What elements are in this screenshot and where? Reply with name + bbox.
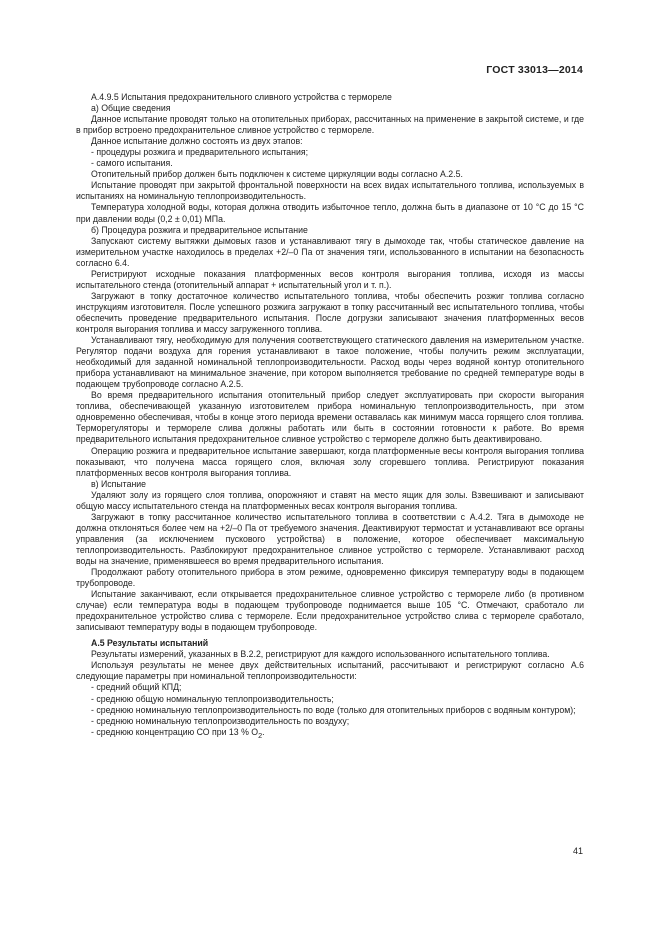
list-item-text: - среднюю концентрацию СО при 13 % О <box>91 726 259 737</box>
list-item: - самого испытания. <box>91 158 173 169</box>
subsection-general: а) Общие сведения <box>91 103 171 114</box>
paragraph: Регистрируют исходные показания платформенных весов контроля выгорания топлива, исходя из массы испытательного стенда (отопительный аппарат + испытательный угол и т. п.). <box>76 268 584 290</box>
paragraph: Загружают в топку рассчитанное количество испытательного топлива в соответствии с А.4.2. Тяга в дымоходе не должна отклоняться более чем на +2/–0 Па от требуемого значения. Деактивируют термостат и устанавливают все органы управления (за исключением пускового устройства) в положение, которое обеспечивает максимальную теплопроизводительность. Разблокируют предохранительное сливное устройство с термореле. Устанавливают расход воды на значение, применявшееся во время предварительного испытания. <box>76 511 584 566</box>
page-number: 41 <box>572 846 583 856</box>
paragraph: Данное испытание должно состоять из двух этапов: <box>91 136 303 147</box>
list-item <box>76 727 584 741</box>
paragraph: Запускают систему вытяжки дымовых газов и устанавливают тягу в дымоходе так, чтобы статическое давление на измерительном участке находилось в пределах +2/–0 Па от значения тяги, использованного в испытании на безопасность согласно 6.4. <box>76 235 584 268</box>
paragraph: Во время предварительного испытания отопительный прибор следует эксплуатировать при скорости выгорания топлива, обеспечивающей указанную изготовителем прибора номинальную теплопроизводительность, при этом одновременно обеспечивая, чтобы в конце этого периода времени оставалась как минимум масса горящего слоя топлива. Терморегуляторы и термореле слива должны работать или быть в состоянии готовности к работе. Во время предварительного испытания предохранительное сливное устройство с термореле должно быть деактивировано. <box>76 390 584 445</box>
section-heading-a5: А.5 Результаты испытаний <box>91 638 209 649</box>
page-content <box>76 92 584 740</box>
paragraph: Испытание проводят при закрытой фронтальной поверхности на всех видах испытательного топлива, используемых в испытаниях на номинальную теплопроизводительность. <box>76 180 584 202</box>
paragraph: Испытание заканчивают, если открывается предохранительное сливное устройство с термореле либо (в противном случае) если температура воды в подающем трубопроводе поднимается выше 105 °С. Отмечают, сработало ли предохранительное устройство слива с термореле. Если предохранительное устройство слива с термореле сработало, записывают температуру воды в подающем трубопроводе. <box>76 589 584 633</box>
paragraph: Данное испытание проводят только на отопительных приборах, рассчитанных на применение в закрытой системе, и где в прибор встроено предохранительное сливное устройство с термореле. <box>76 114 584 136</box>
list-item: - средний общий КПД; <box>91 682 182 693</box>
paragraph: Операцию розжига и предварительное испытание завершают, когда платформенные весы контроля выгорания топлива показывают, что получена масса горящего слоя, включая золу сгоревшего топлива. Регистрируют показания платформенных весов контроля выгорания топлива. <box>76 445 584 478</box>
paragraph: Отопительный прибор должен быть подключен к системе циркуляции воды согласно А.2.5. <box>91 169 463 180</box>
paragraph: Результаты измерений, указанных в В.2.2, регистрируют для каждого использованного испытательного топлива. <box>91 649 550 660</box>
subsection-ignition: б) Процедура розжига и предварительное испытание <box>91 224 308 235</box>
list-item: - среднюю номинальную теплопроизводительность по воздуху; <box>91 715 350 726</box>
paragraph: Используя результаты не менее двух действительных испытаний, рассчитывают и регистрируют согласно А.6 следующие параметры при номинальной теплопроизводительности: <box>76 660 584 682</box>
section-heading-a495: А.4.9.5 Испытания предохранительного сливного устройства с термореле <box>91 92 392 102</box>
document-code: ГОСТ 33013—2014 <box>486 64 583 76</box>
paragraph: Температура холодной воды, которая должна отводить избыточное тепло, должна быть в диапазоне от 10 °С до 15 °С при давлении воды (0,2 ± 0,01) МПа. <box>76 202 584 224</box>
list-item: - процедуры розжига и предварительного испытания; <box>91 147 309 158</box>
paragraph: Устанавливают тягу, необходимую для получения соответствующего статического давления на измерительном участке. Регулятор подачи воздуха для горения устанавливают в такое положение, чтобы получить режим эксплуатации, необходимый для заданной номинальной теплопроизводительности. Расход воды через водяной контур отопительного прибора устанавливают на минимальное значение, при котором выполняется требование по средней температуре воды в подающем трубопроводе согласно А.2.5. <box>76 335 584 390</box>
list-item: - среднюю общую номинальную теплопроизводительность; <box>91 693 334 704</box>
list-item: - среднюю номинальную теплопроизводительность по воде (только для отопительных приборов с водяным контуром); <box>91 704 576 715</box>
subscript: 2 <box>258 730 263 740</box>
paragraph: Продолжают работу отопительного прибора в этом режиме, одновременно фиксируя температуру воды в подающем трубопроводе. <box>76 567 584 589</box>
paragraph: Загружают в топку достаточное количество испытательного топлива, чтобы обеспечить розжиг топлива согласно инструкциям изготовителя. После успешного розжига загружают в топку рассчитанный вес испытательного топлива, чтобы обеспечить проведение предварительного испытания. После догрузки записывают значения платформенных весов контроля выгорания топлива и массу загруженного топлива. <box>76 290 584 334</box>
subsection-test: в) Испытание <box>91 478 147 489</box>
list-item-end: . <box>262 726 265 737</box>
paragraph: Удаляют золу из горящего слоя топлива, опорожняют и ставят на место ящик для золы. Взвешивают и записывают общую массу испытательного стенда на платформенных весах контроля выгорания топлива. <box>76 489 584 511</box>
